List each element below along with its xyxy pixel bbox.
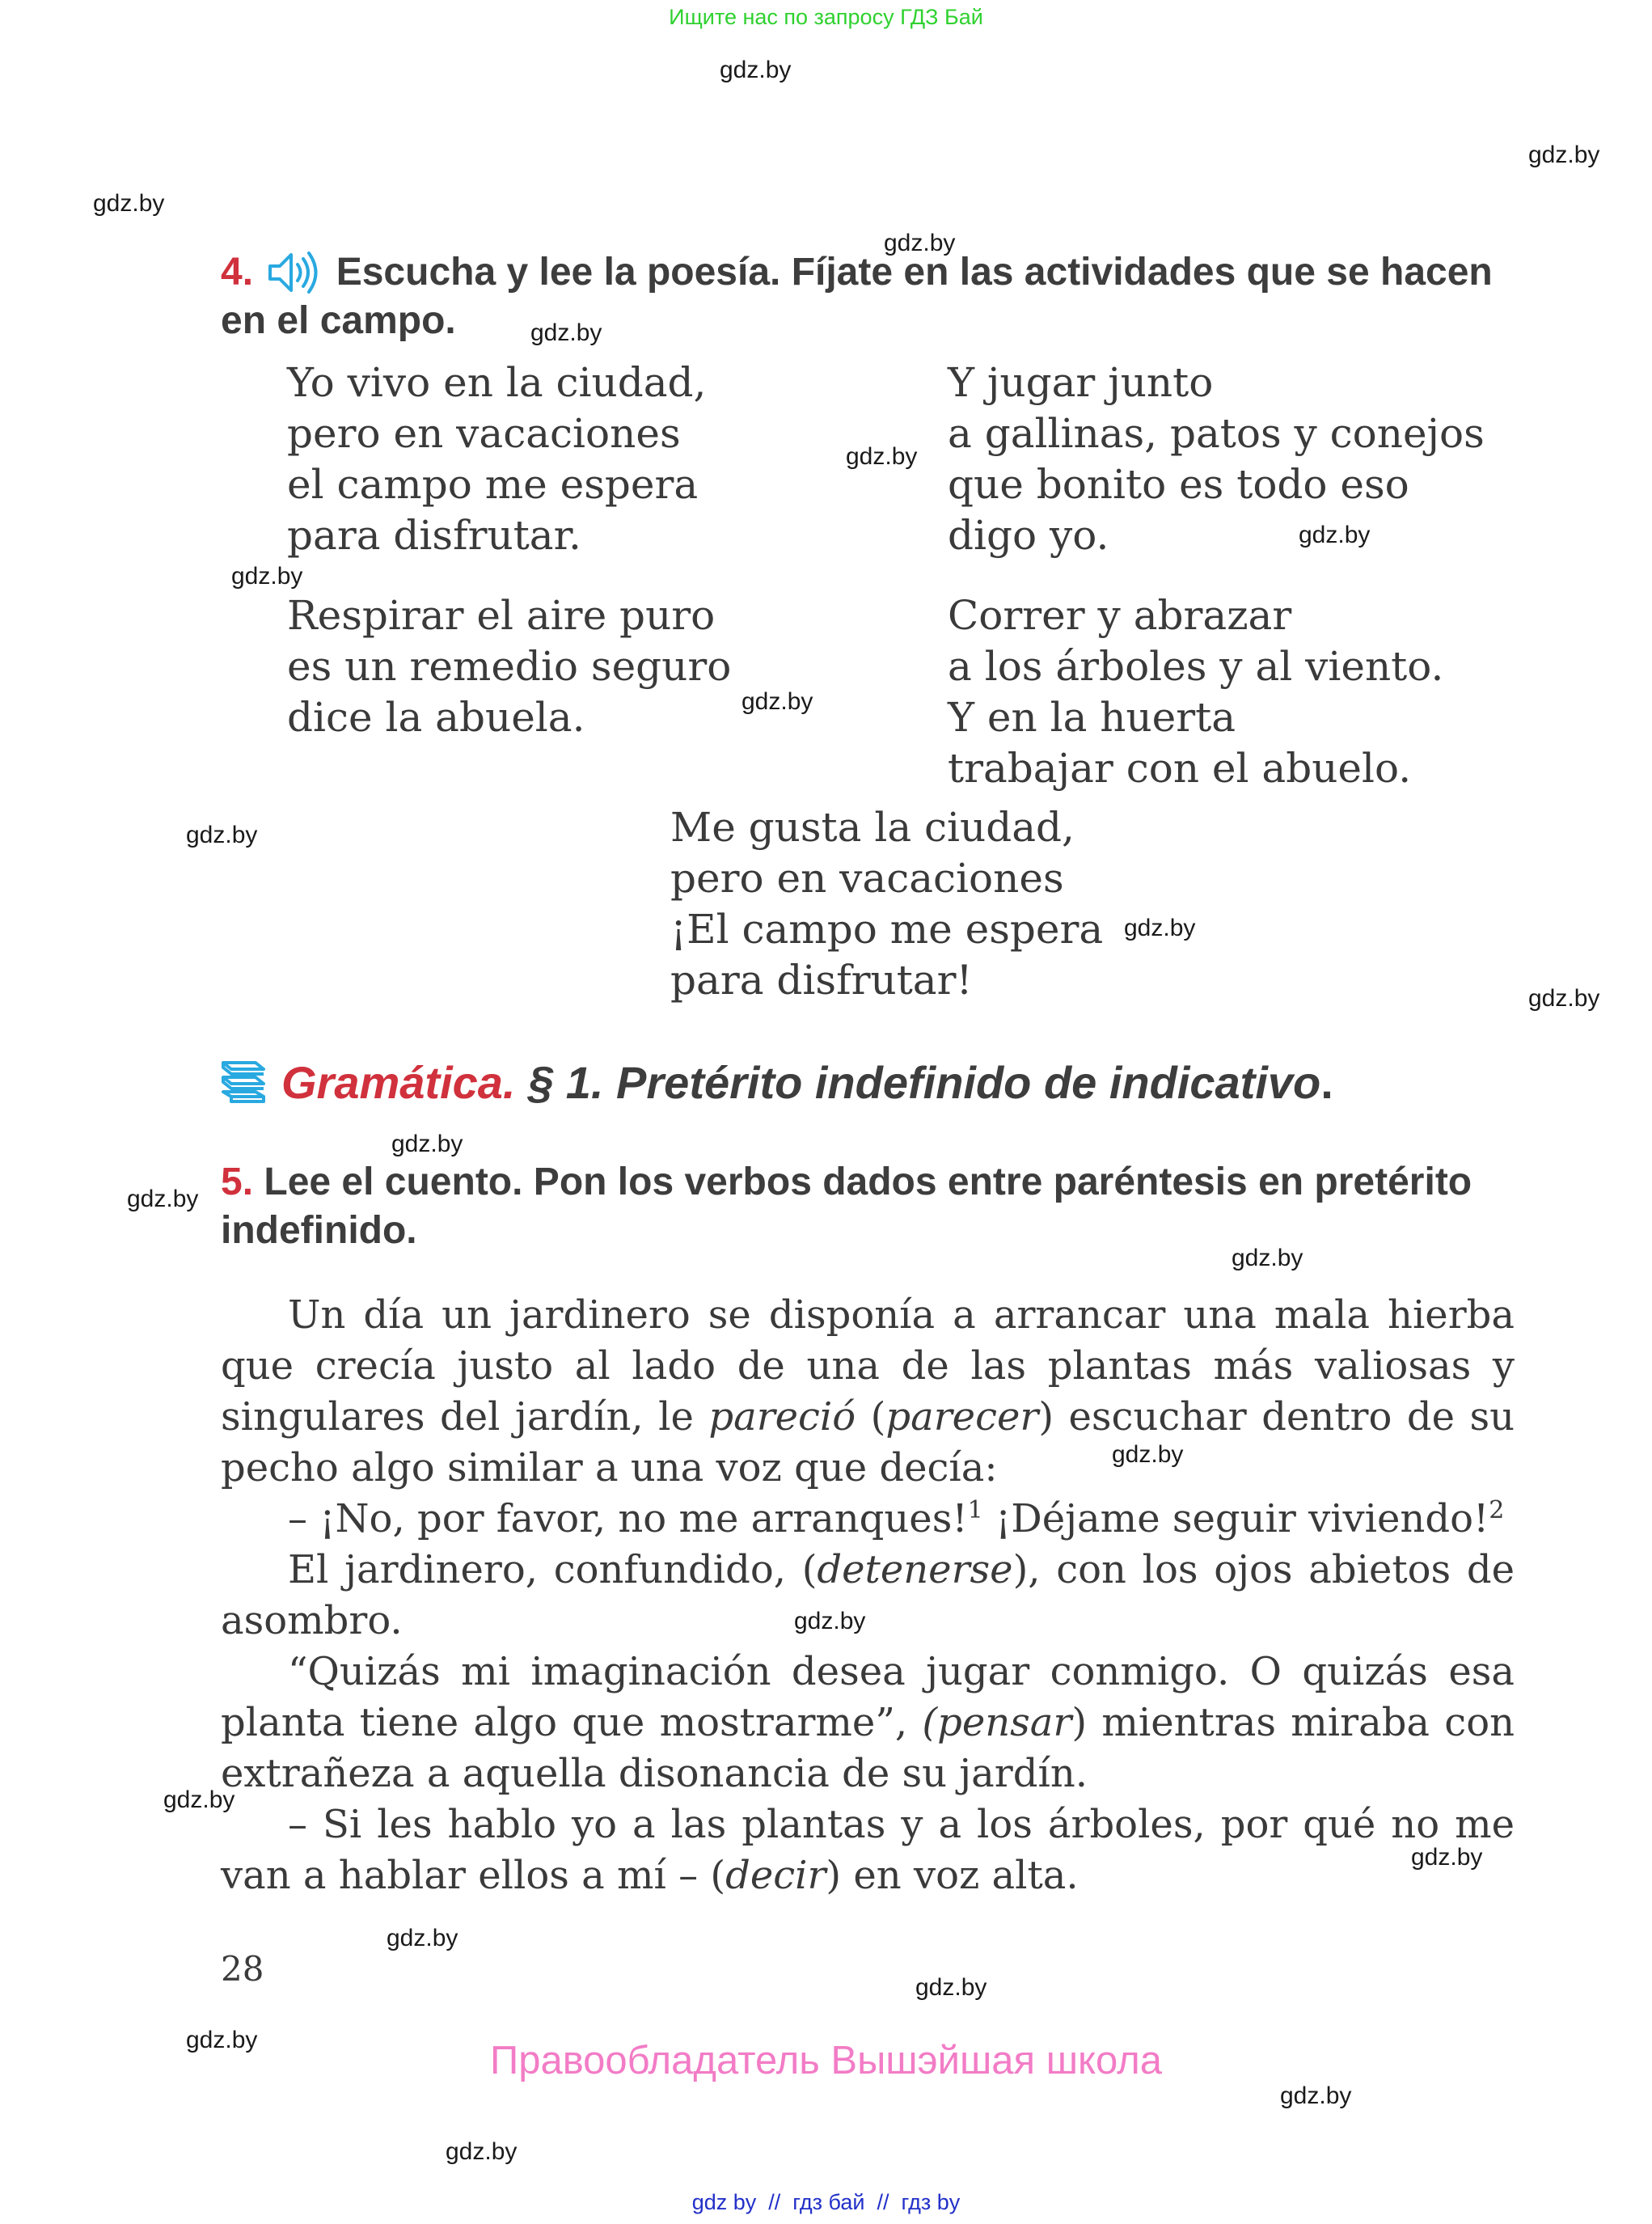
task-text-line1: Escucha y lee la poesía. Fíjate en las actividades que se hacen — [336, 251, 1493, 294]
watermark: gdz.by — [741, 688, 813, 715]
poem-line: Respirar el aire puro — [287, 592, 716, 639]
footer-links: gdz by // гдз бай // гдз by — [691, 2190, 961, 2214]
text: El jardinero, confundido, ( — [288, 1547, 818, 1592]
poem-stanza — [948, 357, 1485, 561]
search-banner: Ищите нас по запросу ГДЗ Бай — [669, 5, 983, 29]
audio-speaker-icon[interactable] — [265, 248, 323, 297]
task-5-instruction — [221, 1158, 1515, 1255]
poem-line: Me gusta la ciudad, — [670, 804, 1075, 851]
story-paragraph — [221, 1799, 1515, 1901]
verb-infinitive: decir — [725, 1853, 826, 1898]
watermark: gdz.by — [794, 1608, 866, 1634]
watermark: gdz.by — [93, 190, 165, 217]
text: “Quizás mi imaginación desea jugar conmigo. O quizás esa planta tiene algo que mostrarme”, — [221, 1649, 1515, 1745]
task-text-line2: indefinido. — [221, 1209, 417, 1252]
footnote-ref: 1 — [967, 1496, 983, 1524]
copyright-holder: Правообладатель Вышэйшая школа — [489, 2039, 1163, 2082]
poem-line: digo yo. — [948, 512, 1109, 559]
watermark: gdz.by — [387, 1925, 458, 1951]
poem-line: ¡El campo me espera — [670, 906, 1104, 953]
task-4-instruction — [221, 248, 1515, 345]
watermark: gdz.by — [1528, 142, 1600, 168]
grammar-heading — [281, 1056, 1333, 1109]
verb-infinitive: (pensar — [922, 1700, 1072, 1745]
poem-line: Y jugar junto — [948, 359, 1214, 406]
watermark: gdz.by — [186, 822, 258, 848]
story-text — [221, 1290, 1515, 1901]
watermark: gdz.by — [1299, 522, 1371, 548]
task-number: 5. — [221, 1161, 254, 1203]
watermark: gdz.by — [1528, 985, 1600, 1012]
text: – Si les hablo yo a las plantas y a los árboles, por qué no me van a hablar ellos a mí – ( — [221, 1802, 1515, 1898]
watermark: gdz.by — [1411, 1844, 1483, 1871]
story-paragraph — [221, 1647, 1515, 1799]
poem-line: para disfrutar! — [670, 957, 973, 1004]
task-text-line1: Lee el cuento. Pon los verbos dados entre paréntesis en pretérito — [264, 1161, 1472, 1203]
poem-line: trabajar con el abuelo. — [948, 745, 1412, 792]
text: ) en voz alta. — [826, 1853, 1079, 1898]
page-number: 28 — [221, 1949, 264, 1989]
text: ), con los ojos abietos de asombro. — [221, 1547, 1515, 1643]
task-text-line2: en el campo. — [221, 299, 456, 342]
story-paragraph — [221, 1545, 1515, 1647]
verb-example: pareció — [708, 1394, 856, 1440]
poem-line: a los árboles y al viento. — [948, 643, 1444, 690]
watermark: gdz.by — [846, 443, 918, 470]
poem-line: es un remedio seguro — [287, 643, 732, 690]
poem-stanza — [948, 590, 1443, 794]
poem-line: que bonito es todo eso — [948, 461, 1409, 508]
poem-line: dice la abuela. — [287, 694, 585, 741]
poem-stanza — [670, 802, 1103, 1006]
watermark: gdz.by — [915, 1974, 987, 2001]
poem-line: pero en vacaciones — [287, 410, 681, 457]
poem-stanza — [287, 357, 706, 561]
grammar-title: § 1. Pretérito indefinido de indicativo — [528, 1057, 1321, 1108]
poem-line: a gallinas, patos y conejos — [948, 410, 1485, 457]
books-icon — [218, 1056, 270, 1109]
watermark: gdz.by — [1124, 915, 1196, 941]
poem-line: para disfrutar. — [287, 512, 581, 559]
text: ) escuchar dentro de su pecho algo similar a una voz que decía: — [221, 1394, 1515, 1490]
watermark: gdz.by — [720, 57, 792, 83]
story-paragraph — [221, 1494, 1515, 1545]
watermark: gdz.by — [884, 230, 956, 256]
text: ) mientras miraba con extrañeza a aquella disonancia de su jardín. — [221, 1700, 1515, 1796]
watermark: gdz.by — [1232, 1245, 1303, 1271]
poem-line: Yo vivo en la ciudad, — [287, 359, 707, 406]
grammar-period: . — [1320, 1057, 1333, 1108]
verb-infinitive: detenerse — [817, 1547, 1013, 1592]
text: Un día un jardinero se disponía a arrancar una mala hierba que crecía justo al lado de una de las plantas más valiosas y singulares del jardín, le — [221, 1292, 1515, 1440]
text: – ¡No, por favor, no me arranques! — [288, 1496, 968, 1541]
poem-line: Correr y abrazar — [948, 592, 1292, 639]
watermark: gdz.by — [1112, 1441, 1184, 1468]
watermark: gdz.by — [1280, 2082, 1352, 2109]
watermark: gdz.by — [446, 2138, 518, 2165]
task-number: 4. — [221, 251, 254, 294]
watermark: gdz.by — [231, 563, 303, 590]
poem-stanza — [287, 590, 731, 743]
poem-line: el campo me espera — [287, 461, 699, 508]
watermark: gdz.by — [530, 319, 602, 346]
text: ( — [856, 1394, 886, 1440]
story-paragraph — [221, 1290, 1515, 1494]
poem-line: Y en la huerta — [948, 694, 1236, 741]
watermark: gdz.by — [127, 1186, 199, 1212]
text: ¡Déjame seguir viviendo! — [982, 1496, 1489, 1541]
watermark: gdz.by — [391, 1131, 463, 1157]
watermark: gdz.by — [163, 1786, 235, 1813]
verb-infinitive: parecer — [885, 1394, 1039, 1440]
watermark: gdz.by — [186, 2027, 258, 2053]
footnote-ref: 2 — [1489, 1496, 1505, 1524]
grammar-label: Gramática. — [281, 1057, 516, 1108]
poem-line: pero en vacaciones — [670, 855, 1064, 902]
